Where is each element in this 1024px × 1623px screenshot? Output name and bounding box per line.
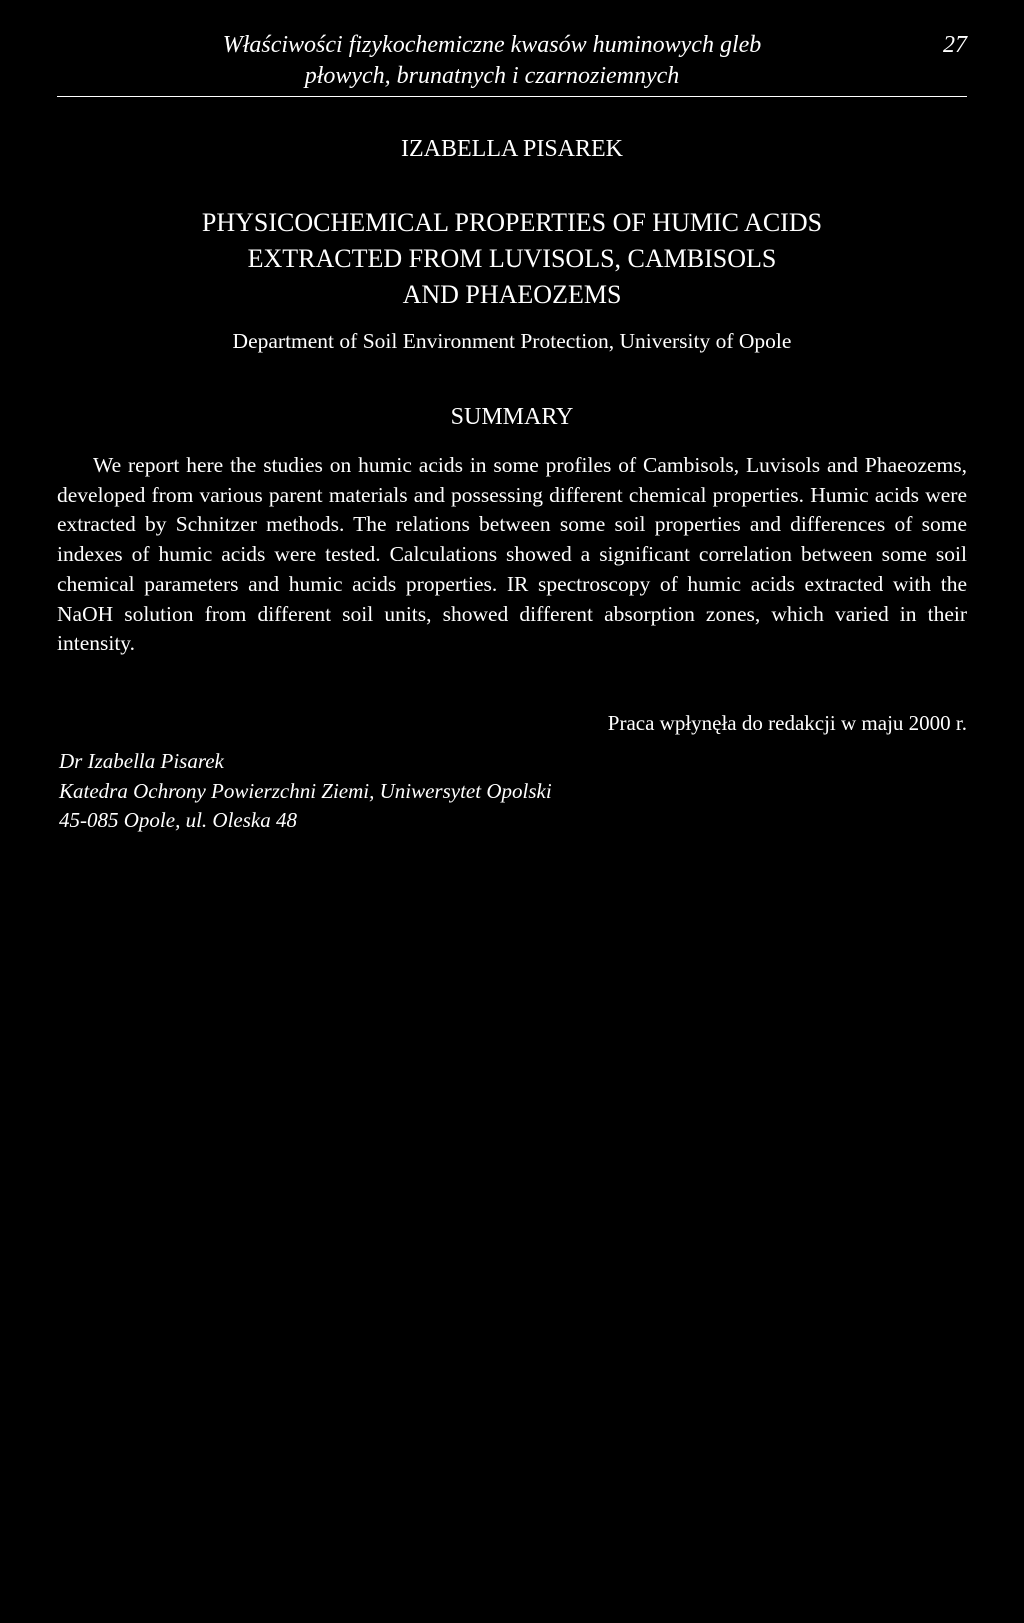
address-line: Katedra Ochrony Powierzchni Ziemi, Uniwersytet Opolski [59,778,552,803]
running-header-title-line: płowych, brunatnych i czarnoziemnych [304,63,680,89]
running-header-title [57,30,927,92]
article-title-line: EXTRACTED FROM LUVISOLS, CAMBISOLS [247,244,777,273]
running-header-title-line: Właściwości fizykochemiczne kwasów huminowych gleb [222,32,762,58]
author-address [59,747,552,836]
received-note: Praca wpłynęła do redakcji w maju 2000 r. [607,711,967,735]
article-title-line: AND PHAEOZEMS [402,280,622,309]
article-title-line: PHYSICOCHEMICAL PROPERTIES OF HUMIC ACIDS [201,208,823,237]
author-name: IZABELLA PISAREK [401,136,623,162]
summary-paragraph: We report here the studies on humic acids in some profiles of Cambisols, Luvisols and Phaeozems, developed from various parent materials and possessing different chemical properties. Humic acids were extracted by Schnitzer methods. The relations between some soil properties and differences of some indexes of humic acids were tested. Calculations showed a significant correlation between some soil chemical parameters and humic acids properties. IR spectroscopy of humic acids extracted with the NaOH solution from different soil units, showed different absorption zones, which varied in their intensity. [57,453,967,656]
summary-heading: SUMMARY [450,404,574,430]
affiliation: Department of Soil Environment Protection, University of Opole [232,329,792,353]
address-line: 45-085 Opole, ul. Oleska 48 [59,808,297,832]
address-line: Dr Izabella Pisarek [59,749,224,773]
article-title [0,205,1024,313]
page-number: 27 [943,32,967,58]
running-header [57,30,967,97]
